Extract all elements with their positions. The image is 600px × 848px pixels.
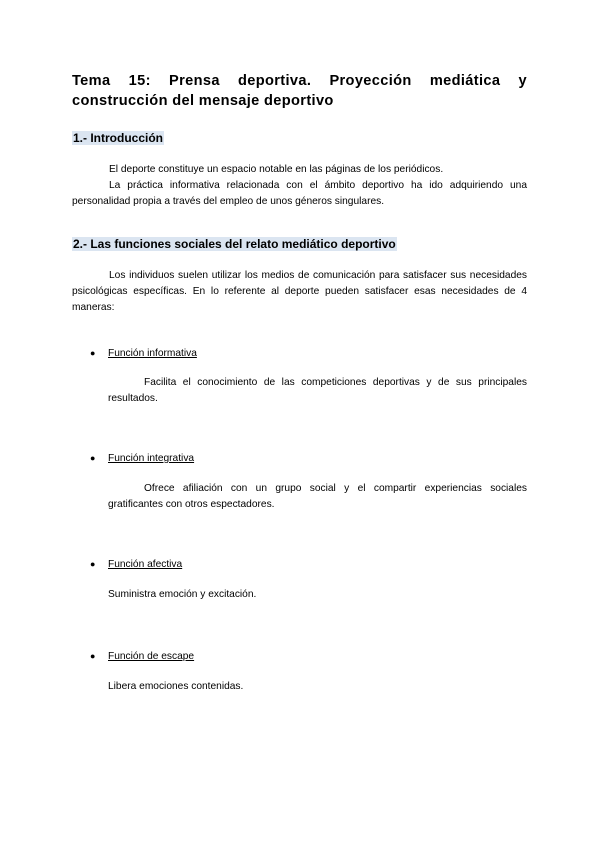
function-label: Función de escape bbox=[108, 651, 195, 662]
function-label: Función integrativa bbox=[108, 453, 195, 464]
paragraph-line: El deporte constituye un espacio notable en las páginas de los periódicos. bbox=[109, 164, 444, 175]
document-title: Tema 15: Prensa deportiva. Proyección mediática y construcción del mensaje deportivo bbox=[72, 73, 527, 109]
function-description: Ofrece afiliación con un grupo social y el compartir experiencias sociales gratificantes con otros espectadores. bbox=[108, 483, 527, 510]
section-heading-label: 2.- Las funciones sociales del relato mediático deportivo bbox=[73, 237, 396, 251]
section-heading-label: 1.- Introducción bbox=[73, 131, 163, 145]
section-heading-funciones-sociales bbox=[72, 236, 397, 252]
funciones-intro-paragraph bbox=[72, 268, 527, 316]
list-item-funcion-integrativa bbox=[90, 450, 194, 467]
introduccion-paragraph bbox=[72, 162, 527, 210]
section-heading-introduccion bbox=[72, 130, 164, 146]
list-item-funcion-informativa bbox=[90, 345, 197, 362]
bullet-dot-icon: ● bbox=[90, 348, 96, 358]
function-description: Libera emociones contenidas. bbox=[108, 681, 244, 692]
function-label: Función informativa bbox=[108, 348, 197, 359]
function-label: Función afectiva bbox=[108, 559, 183, 570]
paragraph-line: La práctica informativa relacionada con el ámbito deportivo ha ido adquiriendo una personalidad propia a través del empleo de unos géneros singulares. bbox=[72, 180, 527, 207]
list-item-funcion-afectiva bbox=[90, 556, 182, 573]
function-description: Facilita el conocimiento de las competiciones deportivas y de sus principales resultados. bbox=[108, 377, 527, 404]
list-item-funcion-de-escape bbox=[90, 648, 194, 665]
bullet-dot-icon: ● bbox=[90, 651, 96, 661]
function-description: Suministra emoción y excitación. bbox=[108, 589, 257, 600]
bullet-dot-icon: ● bbox=[90, 453, 96, 463]
bullet-dot-icon: ● bbox=[90, 559, 96, 569]
paragraph-line: Los individuos suelen utilizar los medios de comunicación para satisfacer sus necesidades psicológicas específicas. En lo referente al deporte pueden satisfacer esas necesidades de 4 maneras: bbox=[72, 270, 527, 313]
